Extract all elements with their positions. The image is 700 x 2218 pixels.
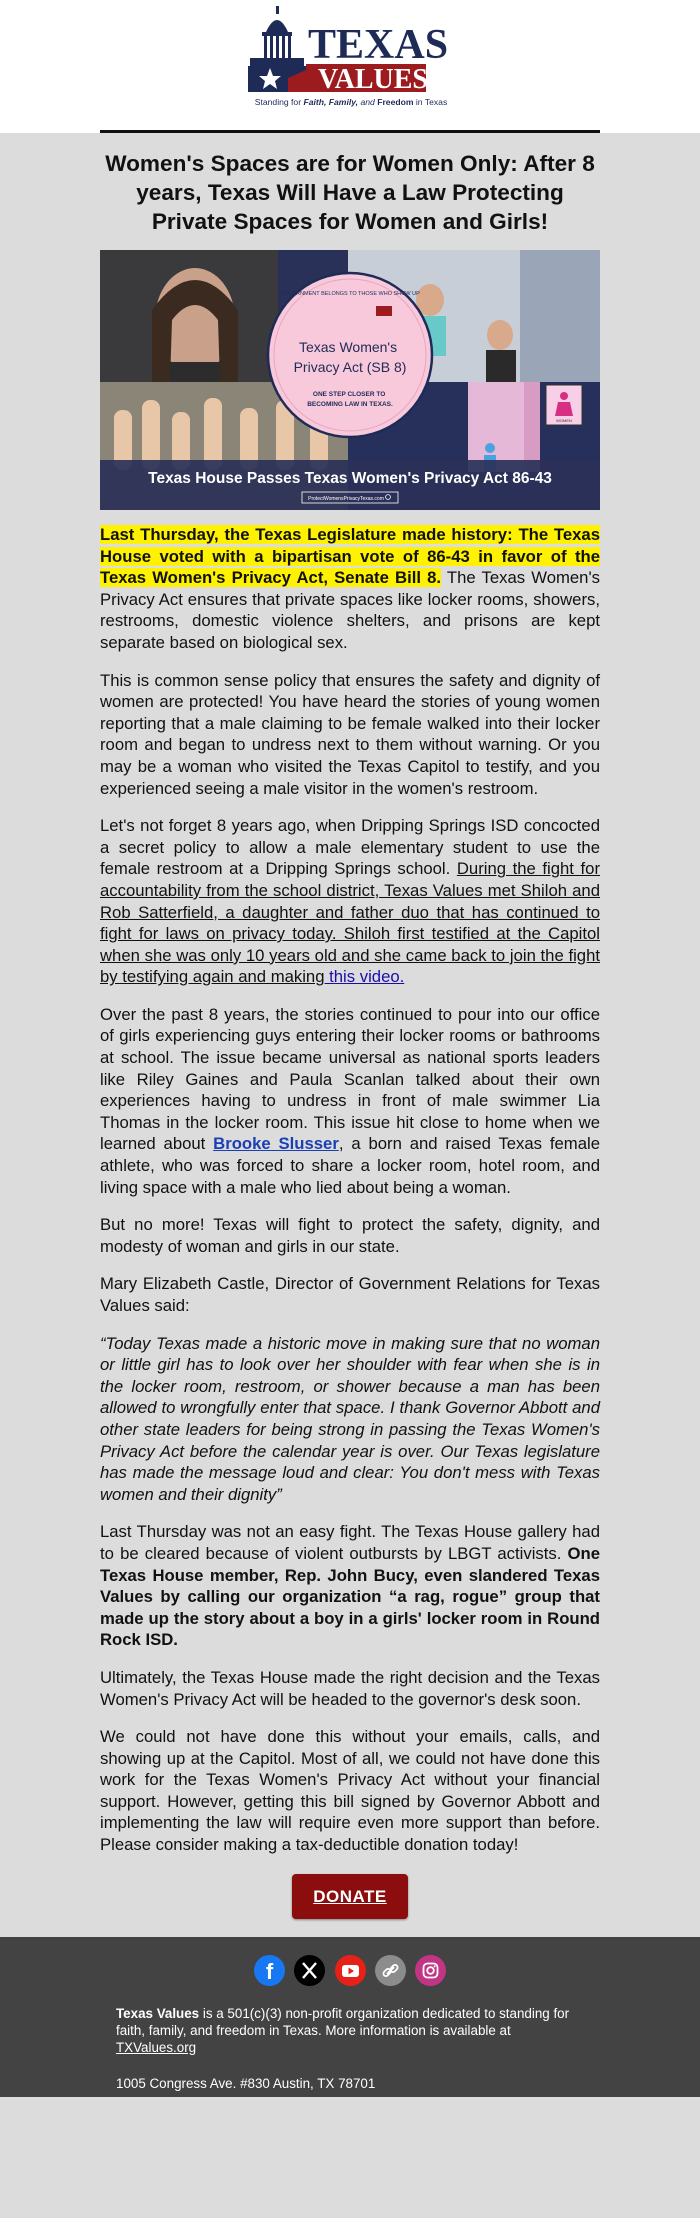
paragraph-1 [100,524,600,654]
badge-subtitle: ONE STEP CLOSER TO BECOMING LAW IN TEXAS. [307,391,393,408]
paragraph-3-intro: Let's not forget 8 years ago, when Dripping Springs ISD concocted a secret policy to allow a male elementary student to use the female restroom at a Dripping Springs school. [100,816,600,879]
castle-quote: “Today Texas made a historic move in making sure that no woman or little girl has to look over her shoulder with fear when she is in the locker room, restroom, or shower because a man has been allowed to wrongfully enter that space. I thank Governor Abbott and other state leaders for being strong in passing the Texas Women's Privacy Act before the calendar year is over. Our Texas legislature has made the message loud and clear: You don't mess with Texas women and their dignity” [100,1333,600,1504]
texas-values-logo[interactable] [248,6,454,110]
logo-word-texas: TEXAS [308,22,449,68]
facebook-icon[interactable] [254,1955,285,1986]
header-divider [100,130,600,133]
sign-label: WOMEN [556,418,572,423]
paragraph-4-intro: Over the past 8 years, the stories continued to pour into our office of girls experiencing guys entering their locker rooms or bathrooms at school. The issue became universal as national sports leaders like Riley Gaines and Paula Scanlan talked about their own experiences having to undress in front of male swimmer Lia Thomas in the locker room. This issue hit close to home when we learned about [100,1004,600,1154]
donate-wrap [100,1872,600,1937]
logo-tagline: Standing for Faith, Family, and Freedom in Texas [254,97,448,107]
paragraph-8 [100,1521,600,1651]
article-body [0,133,700,1937]
instagram-icon[interactable] [415,1955,446,1986]
hero-graphic [100,250,600,510]
this-video-link[interactable]: this video. [324,967,405,987]
email-footer [0,1937,700,2097]
hero-caption: Texas House Passes Texas Women's Privacy Act 86-43 [148,470,552,487]
badge-top-text: GOVERNMENT BELONGS TO THOSE WHO SHOW UP [280,291,420,297]
x-icon[interactable] [294,1955,325,1986]
footer-about [116,2005,580,2056]
article-title: Women's Spaces are for Women Only: After 8 years, Texas Will Have a Law Protecting Private Spaces for Women and Girls! [105,151,595,234]
badge-title: Texas Women's Privacy Act (SB 8) [293,339,407,375]
paragraph-3-underlined: During the fight for accountability from the school district, Texas Values met Shiloh and Rob Satterfield, a daughter and father duo that has continued to fight for laws on privacy today. Shiloh first testified at the Capitol when she was only 10 years old and she came back to join the fight by testifying again and making [100,859,600,987]
paragraph-8-bold: One Texas House member, Rep. John Bucy, even slandered Texas Values by calling our organization “a rag, rogue” group that made up the story about a boy in a girls' locker room in Round Rock ISD. [100,1543,600,1650]
link-icon[interactable] [375,1955,406,1986]
paragraph-9: Ultimately, the Texas House made the right decision and the Texas Women's Privacy Act will be headed to the governor's desk soon. [100,1667,600,1709]
paragraph-4 [100,1004,600,1198]
footer-org-name: Texas Values [116,2005,200,2021]
donate-button[interactable]: DONATE [292,1874,408,1919]
logo-word-values: VALUES [318,64,428,95]
paragraph-1-rest: The Texas Women's Privacy Act ensures that private spaces like locker rooms, showers, restrooms, domestic violence shelters, and prisons are kept separate based on biological sex. [100,568,600,652]
email-header [0,0,700,133]
svg-text:f: f [265,1958,273,1984]
highlighted-headline: Last Thursday, the Texas Legislature made history: The Texas House voted with a bipartisan vote of 86-43 in favor of the Texas Women's Privacy Act, Senate Bill 8. [100,525,600,588]
social-links [0,1955,700,1986]
paragraph-3 [100,815,600,988]
footer-address: 1005 Congress Ave. #830 Austin, TX 78701 [116,2075,376,2091]
paragraph-8-intro: Last Thursday was not an easy fight. The Texas House gallery had to be cleared because of violent outbursts by LBGT activists. [100,1522,600,1563]
brooke-slusser-link[interactable]: Brooke Slusser [213,1134,339,1154]
hero-image[interactable] [100,250,600,510]
paragraph-4-rest: , a born and raised Texas female athlete, who was forced to share a locker room, hotel room, and living space with a male who lied about being a woman. [100,1134,600,1197]
paragraph-2: This is common sense policy that ensures the safety and dignity of women are protected! You have heard the stories of young women reporting that a male claiming to be female walked into their locker room and began to undress next to them without warning. Or you may be a woman who visited the Texas Capitol to testify, and you experienced seeing a male visitor in the women's restroom. [100,670,600,798]
paragraph-5: But no more! Texas will fight to protect the safety, dignity, and modesty of woman and girls in our state. [100,1215,600,1256]
hero-site-url: ProtectWomensPrivacyTexas.com [308,496,384,502]
youtube-icon[interactable] [335,1955,366,1986]
footer-site-link[interactable]: TXValues.org [116,2039,197,2055]
paragraph-6: Mary Elizabeth Castle, Director of Government Relations for Texas Values said: [100,1274,600,1315]
footer-about-text: is a 501(c)(3) non-profit organization dedicated to standing for faith, family, and freedom in Texas. More information is available at [116,2005,570,2038]
paragraph-10: We could not have done this without your emails, calls, and showing up at the Capitol. Most of all, we could not have done this work for the Texas Women's Privacy Act without your financial support. However, getting this bill signed by Governor Abbott and implementing the law will require even more support than before. Please consider making a tax-deductible donation today! [100,1727,600,1855]
